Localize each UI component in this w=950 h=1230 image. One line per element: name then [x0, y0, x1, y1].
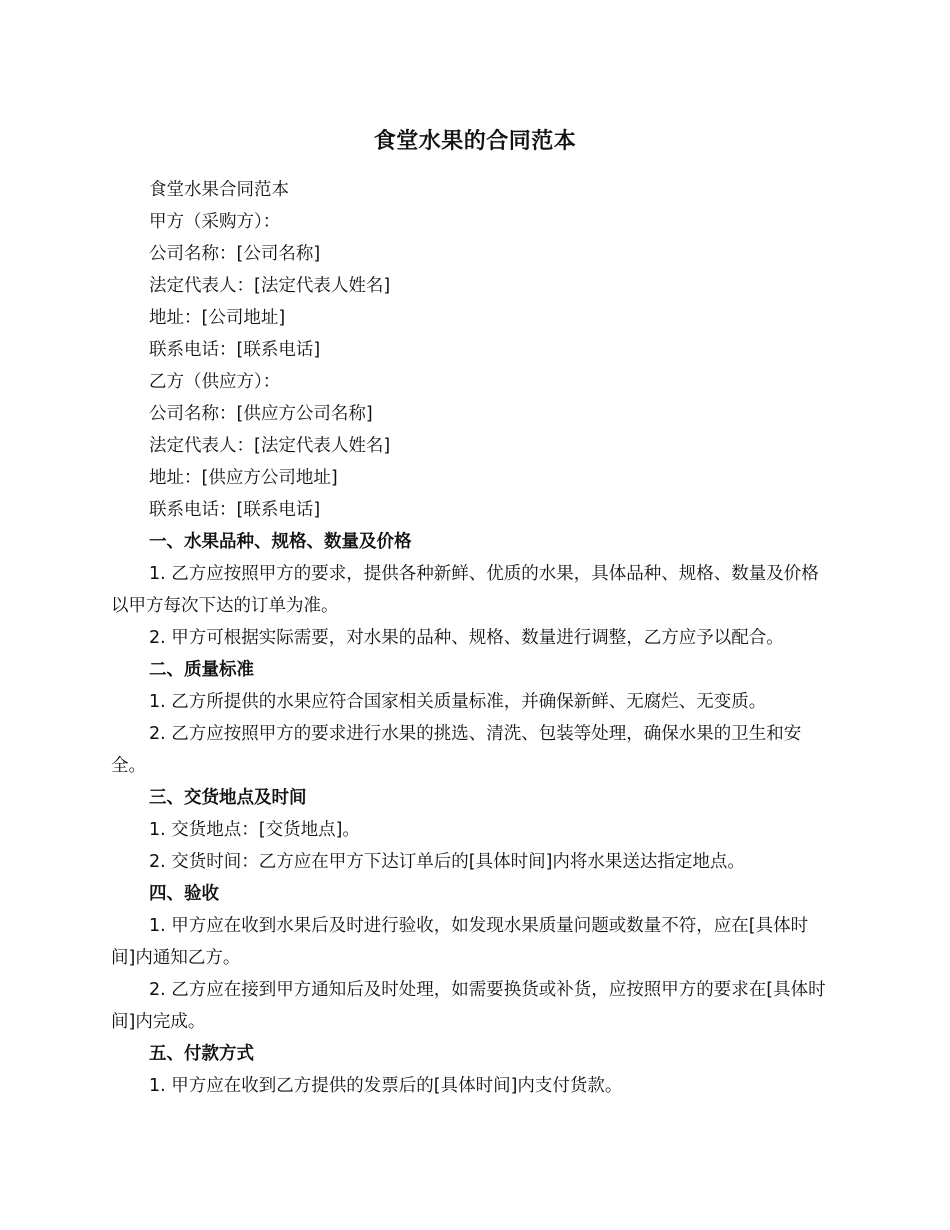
section-heading-1: 一、水果品种、规格、数量及价格	[149, 532, 412, 552]
document-body	[111, 174, 831, 1102]
section-heading-4: 四、验收	[149, 884, 219, 904]
paragraph-party-b-address: 地址：[供应方公司地址]	[149, 468, 338, 488]
section-2-clause-1: 1. 乙方所提供的水果应符合国家相关质量标准，并确保新鲜、无腐烂、无变质。	[149, 692, 767, 712]
paragraph-party-a-heading: 甲方（采购方）：	[149, 212, 281, 232]
paragraph-party-b-heading: 乙方（供应方）：	[149, 372, 281, 392]
paragraph-party-a-company: 公司名称：[公司名称]	[149, 244, 321, 264]
section-4-clause-2: 2. 乙方应在接到甲方通知后及时处理，如需要换货或补货，应按照甲方的要求在[具体时间]内完成。	[111, 980, 826, 1032]
section-heading-5: 五、付款方式	[149, 1044, 254, 1064]
section-heading-3: 三、交货地点及时间	[149, 788, 307, 808]
section-3-clause-2: 2. 交货时间：乙方应在甲方下达订单后的[具体时间]内将水果送达指定地点。	[149, 852, 745, 872]
paragraph-party-b-phone: 联系电话：[联系电话]	[149, 500, 321, 520]
paragraph-contract-name: 食堂水果合同范本	[149, 180, 289, 200]
section-4-clause-1: 1. 甲方应在收到水果后及时进行验收，如发现水果质量问题或数量不符，应在[具体时间]内通知乙方。	[111, 916, 809, 968]
section-1-clause-2: 2. 甲方可根据实际需要，对水果的品种、规格、数量进行调整，乙方应予以配合。	[149, 628, 784, 648]
section-3-clause-1: 1. 交货地点：[交货地点]。	[149, 820, 360, 840]
section-heading-2: 二、质量标准	[149, 660, 254, 680]
section-1-clause-1: 1. 乙方应按照甲方的要求，提供各种新鲜、优质的水果，具体品种、规格、数量及价格以甲方每次下达的订单为准。	[111, 564, 819, 616]
paragraph-party-b-company: 公司名称：[供应方公司名称]	[149, 404, 373, 424]
document-title: 食堂水果的合同范本	[373, 129, 577, 154]
paragraph-party-b-representative: 法定代表人：[法定代表人姓名]	[149, 436, 391, 456]
paragraph-party-a-representative: 法定代表人：[法定代表人姓名]	[149, 276, 391, 296]
section-2-clause-2: 2. 乙方应按照甲方的要求进行水果的挑选、清洗、包装等处理，确保水果的卫生和安全。	[111, 724, 802, 776]
section-5-clause-1: 1. 甲方应在收到乙方提供的发票后的[具体时间]内支付货款。	[149, 1076, 623, 1096]
paragraph-party-a-address: 地址：[公司地址]	[149, 308, 286, 328]
paragraph-party-a-phone: 联系电话：[联系电话]	[149, 340, 321, 360]
